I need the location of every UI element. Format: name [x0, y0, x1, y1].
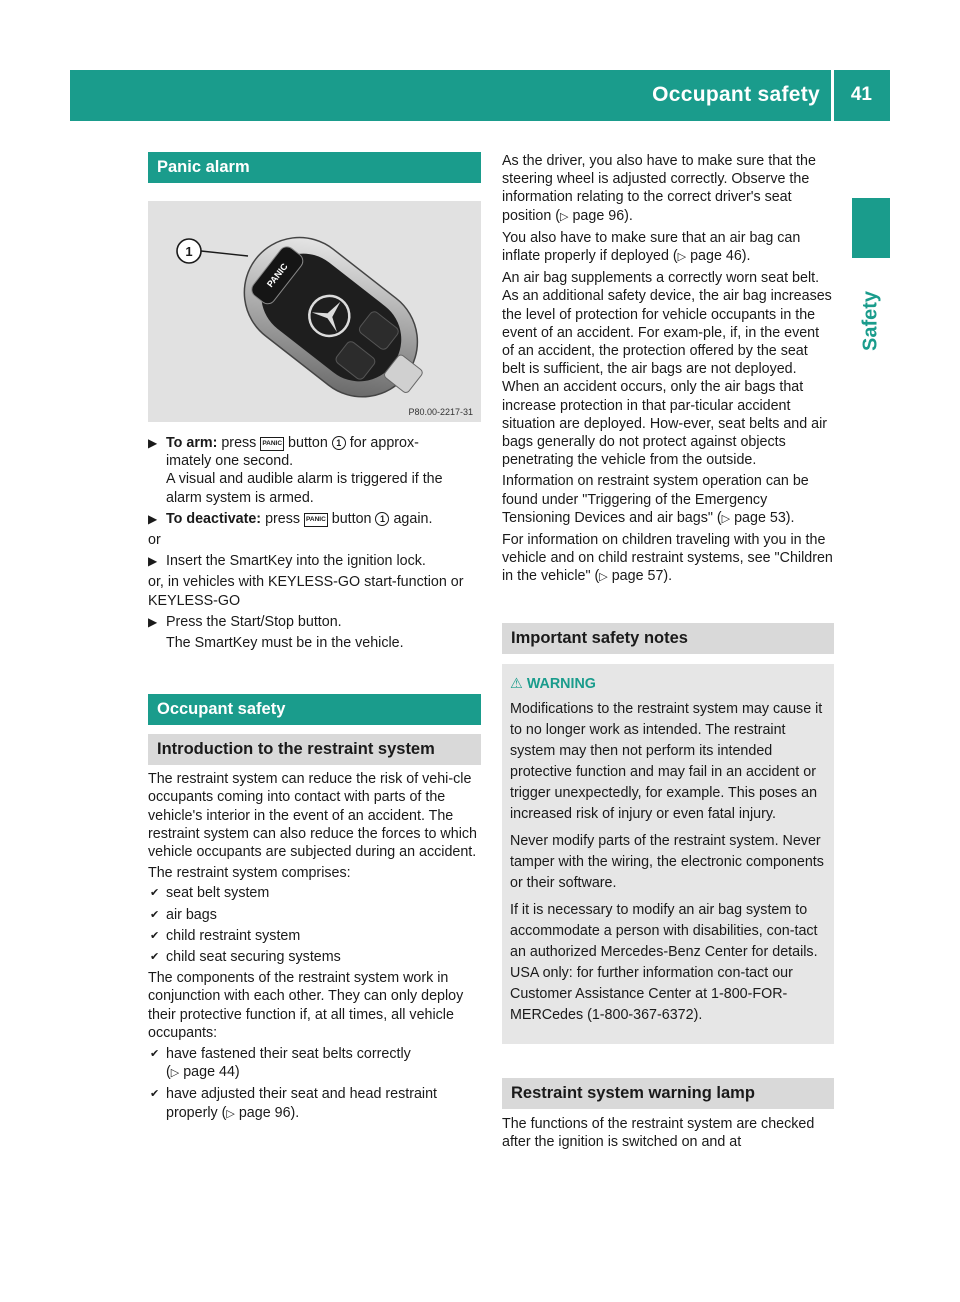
- warning-paragraph-2: Never modify parts of the restraint system. Never tamper with the wiring, the electronic components or their software.: [510, 832, 824, 891]
- intro-paragraph-2: The restraint system comprises:: [148, 865, 351, 882]
- side-tab-marker: [852, 198, 890, 258]
- deactivate-step: ▶ To deactivate: press PANIC button 1 again.: [148, 510, 433, 527]
- list-item: ✔ have fastened their seat belts correctly (▷ page 44): [150, 1046, 411, 1081]
- arrow-icon: ▶: [148, 511, 158, 526]
- warning-paragraph-3: If it is necessary to modify an air bag system to accommodate a person with disabilities, con-tact an authorized Mercedes-Benz Center for details. USA only: for further information con-tact our Customer Assistance Center at 1-800-FOR-MERCedes (1-800-367-6372).: [510, 901, 818, 1023]
- side-section-label: Safety: [859, 290, 882, 352]
- panic-key-icon: PANIC: [260, 437, 284, 451]
- panic-key-icon: PANIC: [304, 513, 328, 527]
- page-ref-icon: ▷: [677, 251, 687, 264]
- warning-box: [502, 664, 834, 1044]
- or-keyless-text: or, in vehicles with KEYLESS-GO start-function or KEYLESS-GO: [148, 574, 464, 609]
- callout-1-line: [201, 251, 248, 256]
- arrow-icon: ▶: [148, 614, 158, 629]
- list-item: ✔ seat belt system: [150, 885, 270, 902]
- list-item: ✔ have adjusted their seat and head restraint properly (▷ page 96).: [150, 1086, 438, 1121]
- page-ref-icon: ▷: [599, 571, 608, 584]
- press-note: The SmartKey must be in the vehicle.: [166, 635, 404, 652]
- list-item: ✔ child seat securing systems: [150, 949, 341, 966]
- left-column: [148, 152, 481, 1126]
- panic-alarm-heading: Panic alarm: [148, 152, 481, 183]
- arrow-icon: ▶: [148, 554, 158, 569]
- callout-1-icon: 1: [375, 512, 389, 526]
- intro-heading: Introduction to the restraint system: [148, 734, 481, 765]
- warning-lamp-paragraph: The functions of the restraint system are checked after the ignition is switched on and at: [502, 1115, 815, 1150]
- press-step: ▶ Press the Start/Stop button.: [148, 613, 342, 630]
- page-ref-icon: ▷: [560, 210, 569, 223]
- header-divider: [831, 70, 834, 121]
- important-safety-heading: Important safety notes: [502, 623, 834, 654]
- or-text: or: [148, 532, 161, 549]
- page-ref-icon: ▷: [721, 512, 731, 525]
- figure-id: P80.00-2217-31: [408, 407, 473, 417]
- arm-label: To arm:: [166, 435, 218, 451]
- header-title: Occupant safety: [652, 83, 820, 106]
- list-item: ✔ child restraint system: [150, 927, 301, 944]
- occupant-safety-heading: Occupant safety: [148, 694, 481, 725]
- page-ref-icon: ▷: [170, 1067, 180, 1080]
- arm-result: A visual and audible alarm is triggered if the alarm system is armed.: [166, 471, 443, 506]
- warning-icon: ⚠: [510, 675, 523, 692]
- intro-paragraph-3: The components of the restraint system work in conjunction with each other. They can only deploy their protective function if, at all times, all vehicle occupants:: [148, 970, 464, 1041]
- page-ref-icon: ▷: [226, 1107, 235, 1120]
- callout-1-icon: 1: [332, 436, 346, 450]
- airbag-inflate-paragraph: You also have to make sure that an air bag can inflate properly if deployed (▷ page 46).: [502, 229, 801, 265]
- arm-step: ▶ To arm: press PANIC button 1 for approx- imately one second. A visual and audible alarm is triggered if the alarm system is armed.: [148, 435, 443, 506]
- intro-paragraph-1: The restraint system can reduce the risk of vehi-cle occupants coming into contact with parts of the vehicle's interior in the event of an accident. The restraint system can also reduce the forces to which vehicle occupants are subjected during an accident.: [148, 771, 477, 861]
- warning-lamp-heading: Restraint system warning lamp: [502, 1078, 834, 1109]
- warning-title: ⚠ WARNING: [510, 675, 596, 692]
- deactivate-label: To deactivate:: [166, 510, 262, 527]
- driver-paragraph: As the driver, you also have to make sure that the steering wheel is adjusted correctly. Observe the information relating to the correct driver's seat position (▷ page 96).: [502, 153, 816, 224]
- smartkey-figure: [148, 201, 481, 422]
- arrow-icon: ▶: [148, 436, 158, 450]
- insert-step: ▶ Insert the SmartKey into the ignition lock.: [148, 553, 426, 570]
- page-number: 41: [850, 84, 872, 105]
- smartkey-illustration: [148, 201, 481, 422]
- airbag-supplement-paragraph: An air bag supplements a correctly worn seat belt. As an additional safety device, the air bag increases the level of protection for vehicle occupants in the event of an accident. For exam-ple, if, in the event of an accident, the protection offered by the seat belt is sufficient, the air bags are not deployed. When an accident occurs, only the air bags that increase protection in that par-ticular accident situation are deployed. How-ever, seat belts and air bags generally do not protect against objects penetrating the vehicle from the outside.: [502, 270, 832, 469]
- children-info-paragraph: For information on children traveling with you in the vehicle and on child restraint systems, see "Children in the vehicle" (▷ page 57).: [502, 532, 833, 585]
- callout-1-label: 1: [185, 244, 193, 259]
- restraint-info-paragraph: Information on restraint system operation can be found under "Triggering of the Emergency Tensioning Devices and air bags" (▷ page 53).: [502, 473, 809, 526]
- warning-paragraph-1: Modifications to the restraint system may cause it to no longer work as intended. The restraint system may then not perform its intended protective function and may fail in an accident or trigger unexpectedly, for example. This poses an increased risk of injury or even fatal injury.: [510, 700, 823, 822]
- right-column: [502, 152, 834, 1153]
- page-header: [70, 70, 890, 121]
- panic-button-label: PANIC: [264, 261, 290, 290]
- list-item: ✔ air bags: [150, 906, 217, 923]
